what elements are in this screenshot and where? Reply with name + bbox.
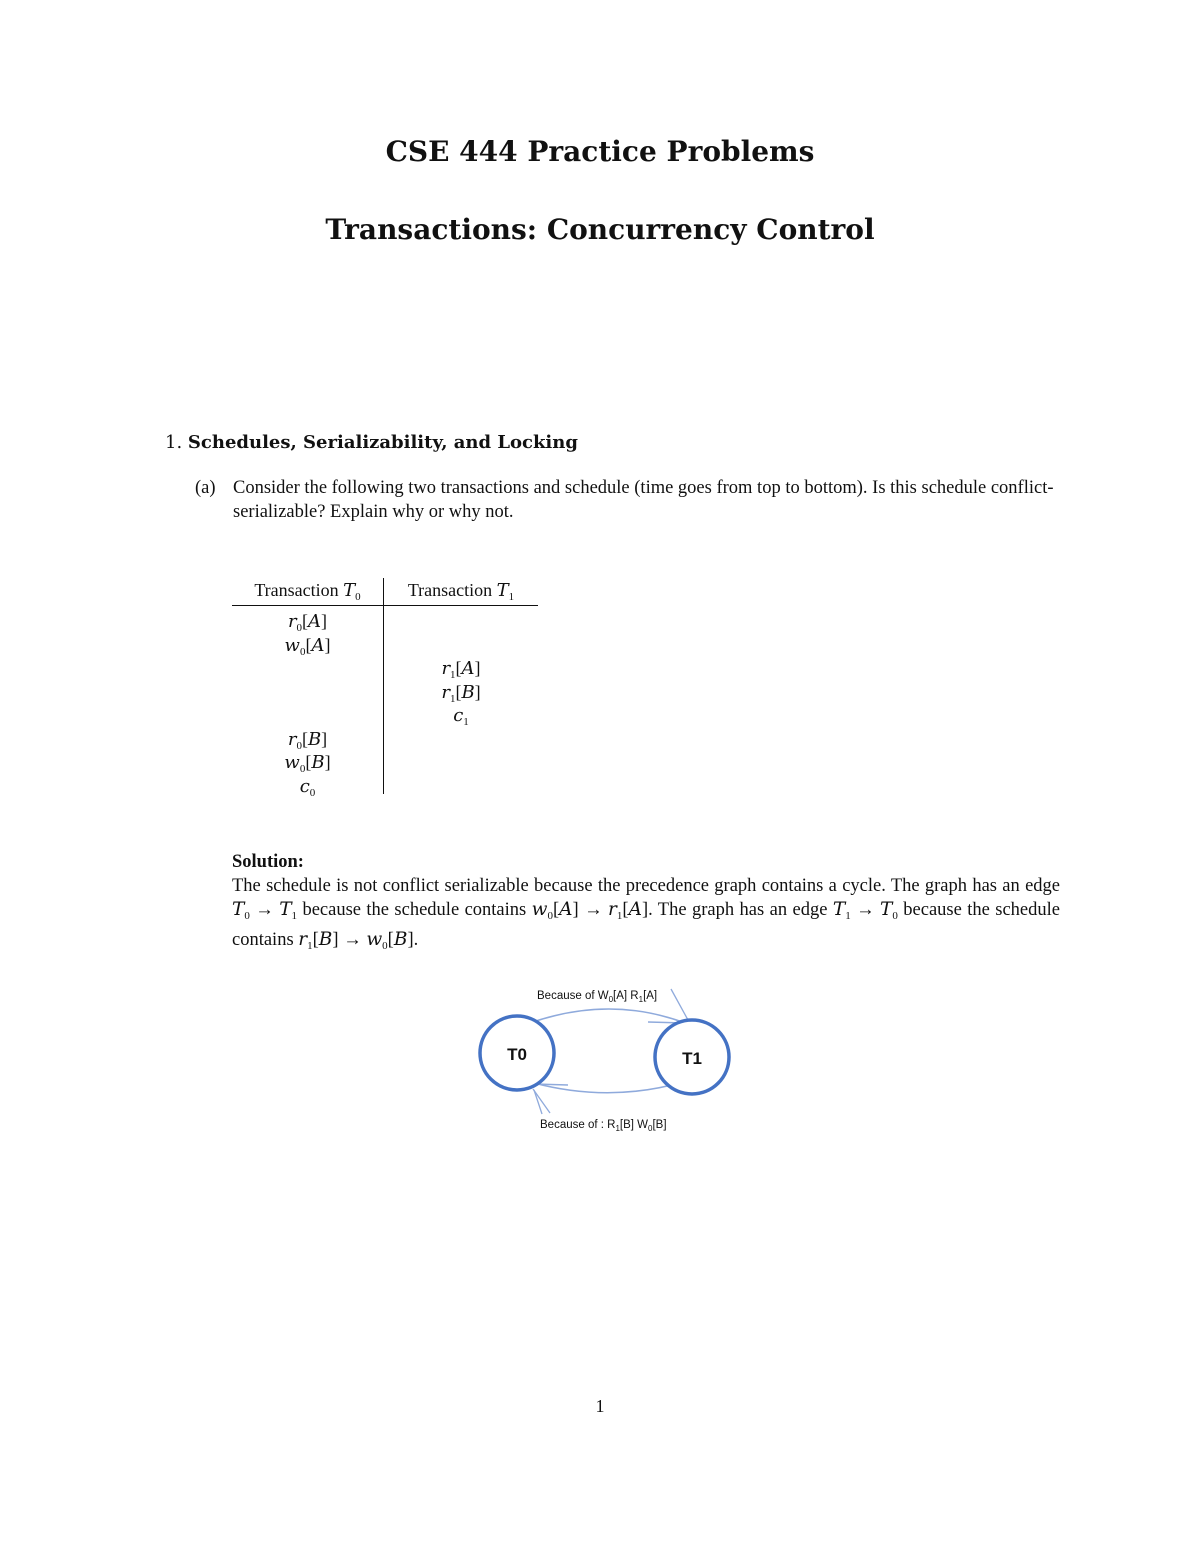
- table-cell-t0: $r_0[A]$: [287, 611, 328, 634]
- question-text: Consider the following two transactions and schedule (time goes from top to bottom). Is this schedule conflict-serializable? Explain why or why not.: [233, 478, 1054, 522]
- solution-text: The schedule is not conflict serializable because the precedence graph contains a cycle. The graph has an edge $T_0 \to T_1$ because the schedule contains $w_0[A] \to r_1[A]$. The graph has an edge $T_1 \to T_0$ because the schedule contains $r_1[B] \to w_0[B]$.: [232, 876, 1060, 952]
- top-label-leader: [671, 989, 688, 1020]
- schedule-table: [232, 578, 538, 799]
- table-cell-t0: $w_0[B]$: [284, 752, 331, 775]
- table-cell-t1: $c_1$: [453, 705, 469, 728]
- edge-t1-to-t0: [534, 1082, 683, 1093]
- solution-heading: Solution:: [232, 852, 304, 872]
- table-cell-t1: $r_1[A]$: [441, 658, 481, 681]
- page-subtitle: Transactions: Concurrency Control: [325, 213, 875, 246]
- node-t1-label: T1: [682, 1049, 702, 1068]
- header-t1-text: Transaction $T_1$: [407, 580, 515, 603]
- edge-bottom-label: Because of : $R_1[B]$ $W_0[B]$: [540, 1119, 667, 1133]
- node-t0-label: T0: [507, 1045, 527, 1064]
- solution-block: [232, 850, 1060, 958]
- edge-top-label: Because of $W_0[A]$ $R_1[A]$: [537, 990, 658, 1004]
- table-header-t0: [232, 580, 383, 603]
- table-cell-t1: $r_1[B]$: [441, 681, 481, 705]
- table-header-t1: [384, 580, 538, 603]
- section-title: Schedules, Serializability, and Locking: [187, 432, 578, 453]
- table-cell-t0: $w_0[A]$: [284, 634, 331, 658]
- section-heading: [165, 432, 578, 453]
- page-title: CSE 444 Practice Problems: [385, 135, 815, 168]
- table-cell-t0: $c_0$: [299, 775, 316, 799]
- bottom-label-leader-2: [534, 1090, 542, 1114]
- page-number: 1: [595, 1396, 605, 1416]
- table-header-rule: [232, 605, 538, 606]
- header-t0-text: Transaction $T_0$: [254, 580, 361, 603]
- table-cell-t0: $r_0[B]$: [287, 728, 328, 752]
- question-label: (a): [195, 478, 216, 498]
- precedence-graph: [440, 975, 770, 1140]
- edge-t0-to-t1: [530, 1009, 685, 1023]
- section-number: 1.: [165, 432, 183, 453]
